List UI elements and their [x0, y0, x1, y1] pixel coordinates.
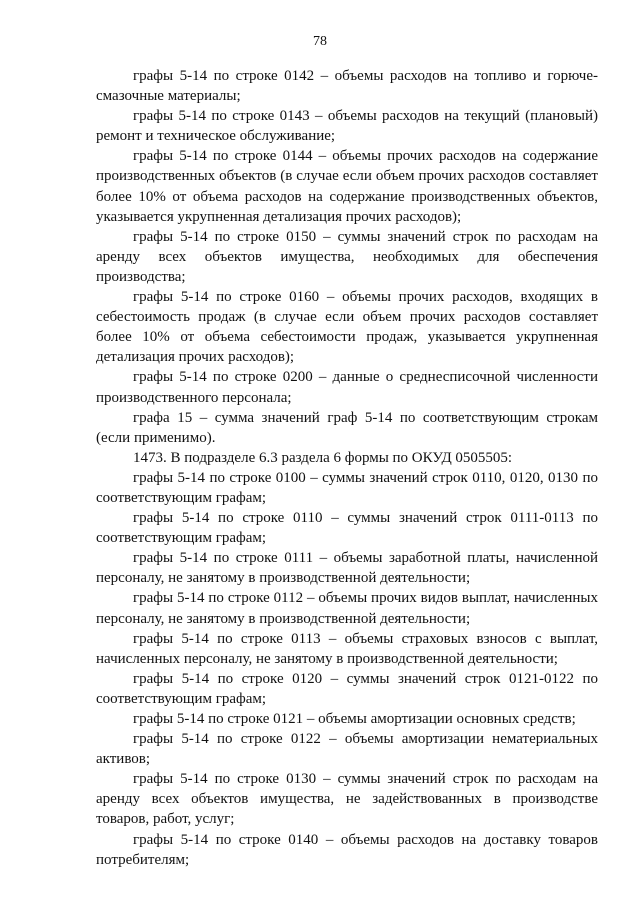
- paragraph-row-0144: графы 5-14 по строке 0144 – объемы прочих расходов на содержание производственных объектов (в случае если объем прочих расходов составляет более 10% от объема расходов на содержание производственных объектов, указывается укрупненная детализация прочих расходов);: [96, 148, 598, 225]
- page-number: 78: [313, 34, 327, 49]
- paragraph-row-0100: графы 5-14 по строке 0100 – суммы значений строк 0110, 0120, 0130 по соответствующим графам;: [96, 469, 598, 506]
- paragraph-column-15: графа 15 – сумма значений граф 5-14 по соответствующим строкам (если применимо).: [96, 409, 598, 446]
- paragraph-row-0111: графы 5-14 по строке 0111 – объемы заработной платы, начисленной персоналу, не занятому в производственной деятельности;: [96, 550, 598, 587]
- paragraph-row-0120: графы 5-14 по строке 0120 – суммы значений строк 0121-0122 по соответствующим графам;: [96, 670, 598, 707]
- paragraph-row-0160: графы 5-14 по строке 0160 – объемы прочих расходов, входящих в себестоимость продаж (в случае если объем прочих расходов составляет более 10% от объема себестоимости продаж, указывается укрупненная детализация прочих расходов);: [96, 289, 598, 366]
- paragraph-row-0140: графы 5-14 по строке 0140 – объемы расходов на доставку товаров потребителям;: [96, 831, 598, 868]
- document-body: [96, 66, 598, 870]
- paragraph-row-0130: графы 5-14 по строке 0130 – суммы значений строк по расходам на аренду всех объектов имущества, не задействованных в производстве товаров, работ, услуг;: [96, 771, 598, 828]
- paragraph-row-0112: графы 5-14 по строке 0112 – объемы прочих видов выплат, начисленных персоналу, не занятому в производственной деятельности;: [96, 590, 598, 627]
- paragraph-row-0122: графы 5-14 по строке 0122 – объемы амортизации нематериальных активов;: [96, 731, 598, 768]
- paragraph-row-0200: графы 5-14 по строке 0200 – данные о среднесписочной численности производственного персонала;: [96, 369, 598, 406]
- paragraph-row-0143: графы 5-14 по строке 0143 – объемы расходов на текущий (плановый) ремонт и техническое обслуживание;: [96, 108, 598, 145]
- paragraph-row-0113: графы 5-14 по строке 0113 – объемы страховых взносов с выплат, начисленных персоналу, не занятому в производственной деятельности;: [96, 630, 598, 667]
- paragraph-row-0150: графы 5-14 по строке 0150 – суммы значений строк по расходам на аренду всех объектов имущества, необходимых для обеспечения производства;: [96, 228, 598, 285]
- paragraph-row-0110: графы 5-14 по строке 0110 – суммы значений строк 0111-0113 по соответствующим графам;: [96, 510, 598, 547]
- paragraph-row-0142: графы 5-14 по строке 0142 – объемы расходов на топливо и горюче-смазочные материалы;: [96, 68, 598, 105]
- paragraph-section-1473: 1473. В подразделе 6.3 раздела 6 формы по ОКУД 0505505:: [133, 449, 513, 466]
- paragraph-row-0121: графы 5-14 по строке 0121 – объемы амортизации основных средств;: [133, 711, 576, 727]
